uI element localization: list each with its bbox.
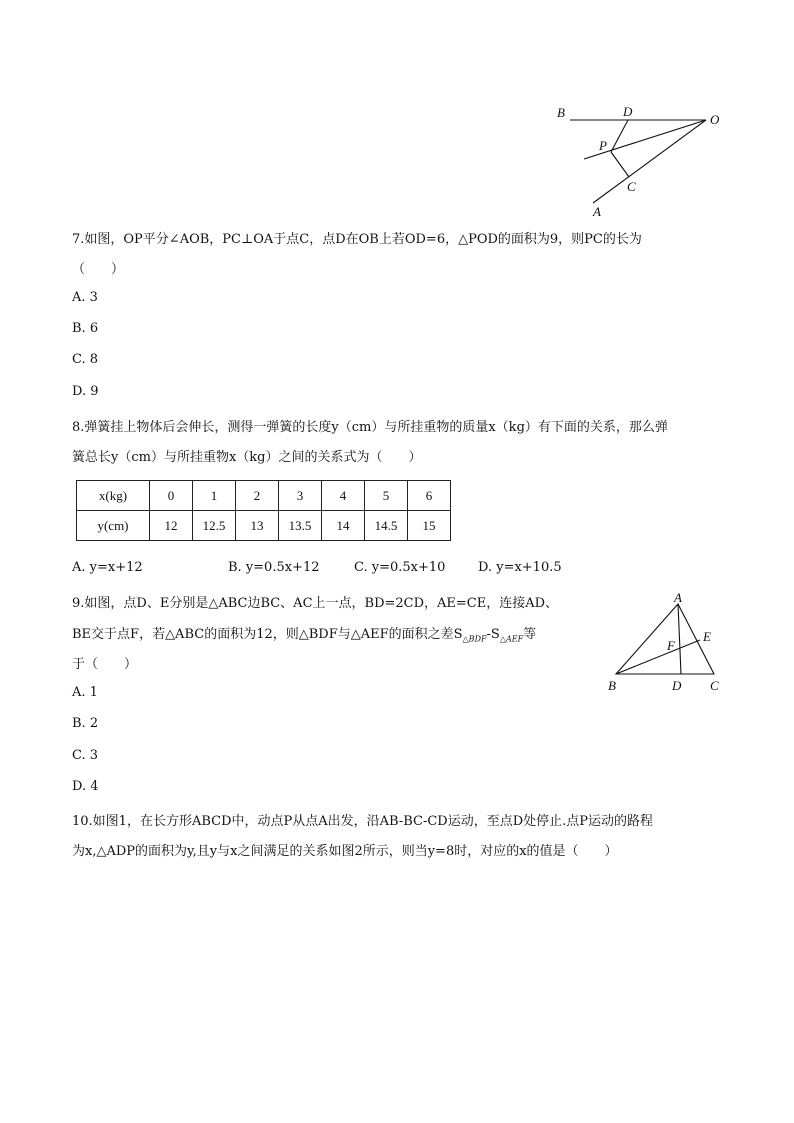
table-cell: 0 <box>150 481 193 511</box>
label-E: E <box>703 629 711 644</box>
table-cell: 12 <box>150 511 193 541</box>
table-row <box>77 511 451 541</box>
table-cell: 4 <box>322 481 365 511</box>
q8-option-d: D. y=x+10.5 <box>478 560 562 575</box>
q9-stem-line2-end: 等 <box>523 627 537 642</box>
label-B: B <box>557 105 565 120</box>
table-cell: 2 <box>236 481 279 511</box>
triangle-figure <box>600 590 730 695</box>
q10-stem-line1: 10.如图1，在长方形ABCD中，动点P从点A出发，沿AB-BC-CD运动，至点D处停止.点P运动的路程 <box>72 814 654 829</box>
table-cell: 14.5 <box>365 511 408 541</box>
table-cell: 15 <box>408 511 451 541</box>
label-C: C <box>627 179 636 194</box>
q9-option-a: A. 1 <box>72 685 98 700</box>
q8-stem-line1: 8.弹簧挂上物体后会伸长，测得一弹簧的长度y（cm）与所挂重物的质量x（kg）有下面的关系，那么弹 <box>72 420 668 435</box>
label-D: D <box>623 104 633 119</box>
q9-stem-line2 <box>72 623 536 644</box>
q8-option-c: C. y=0.5x+10 <box>354 560 446 575</box>
label-O: O <box>710 112 720 127</box>
q9-subscript-bdf: △BDF <box>462 634 487 644</box>
label-F: F <box>667 638 675 653</box>
table-cell: 12.5 <box>193 511 236 541</box>
q7-option-d: D. 9 <box>72 384 99 399</box>
q9-stem-line1: 9.如图，点D、E分别是△ABC边BC、AC上一点，BD=2CD，AE=CE，连接AD、 <box>72 596 559 611</box>
q9-stem-line2-text: BE交于点F，若△ABC的面积为12，则△BDF与△AEF的面积之差S <box>72 627 463 642</box>
table-cell: 3 <box>279 481 322 511</box>
q8-stem-line2: 簧总长y（cm）与所挂重物x（kg）之间的关系式为（ ） <box>72 450 422 465</box>
q7-paren: （ ） <box>72 262 125 277</box>
q7-option-a: A. 3 <box>72 290 98 305</box>
table-cell: y(cm) <box>77 511 150 541</box>
spring-data-table <box>76 480 451 541</box>
q9-option-b: B. 2 <box>72 716 99 731</box>
label-A: A <box>674 590 682 605</box>
table-cell: 14 <box>322 511 365 541</box>
table-cell: x(kg) <box>77 481 150 511</box>
angle-bisector-figure <box>550 100 730 222</box>
q9-option-d: D. 4 <box>72 779 99 794</box>
table-cell: 13 <box>236 511 279 541</box>
q9-subscript-aef: △AEF <box>499 634 524 644</box>
q7-option-b: B. 6 <box>72 321 99 336</box>
q10-stem-line2: 为x,△ADP的面积为y,且y与x之间满足的关系如图2所示，则当y=8时，对应的x的值是（ ） <box>72 844 618 859</box>
table-cell: 5 <box>365 481 408 511</box>
q9-stem-line3: 于（ ） <box>72 657 138 672</box>
label-D: D <box>672 678 682 693</box>
q8-option-a: A. y=x+12 <box>72 560 143 575</box>
label-C: C <box>710 678 719 693</box>
q9-option-c: C. 3 <box>72 748 99 763</box>
label-A: A <box>593 204 601 219</box>
q8-option-b: B. y=0.5x+12 <box>228 560 320 575</box>
q7-stem: 7.如图，OP平分∠AOB，PC⊥OA于点C，点D在OB上若OD=6，△POD的面积为9，则PC的长为 <box>72 232 642 247</box>
q9-minus-s: -S <box>486 627 500 642</box>
table-row <box>77 481 451 511</box>
table-cell: 13.5 <box>279 511 322 541</box>
label-P: P <box>599 138 607 153</box>
table-cell: 6 <box>408 481 451 511</box>
label-B: B <box>608 678 616 693</box>
table-cell: 1 <box>193 481 236 511</box>
q7-option-c: C. 8 <box>72 352 99 367</box>
